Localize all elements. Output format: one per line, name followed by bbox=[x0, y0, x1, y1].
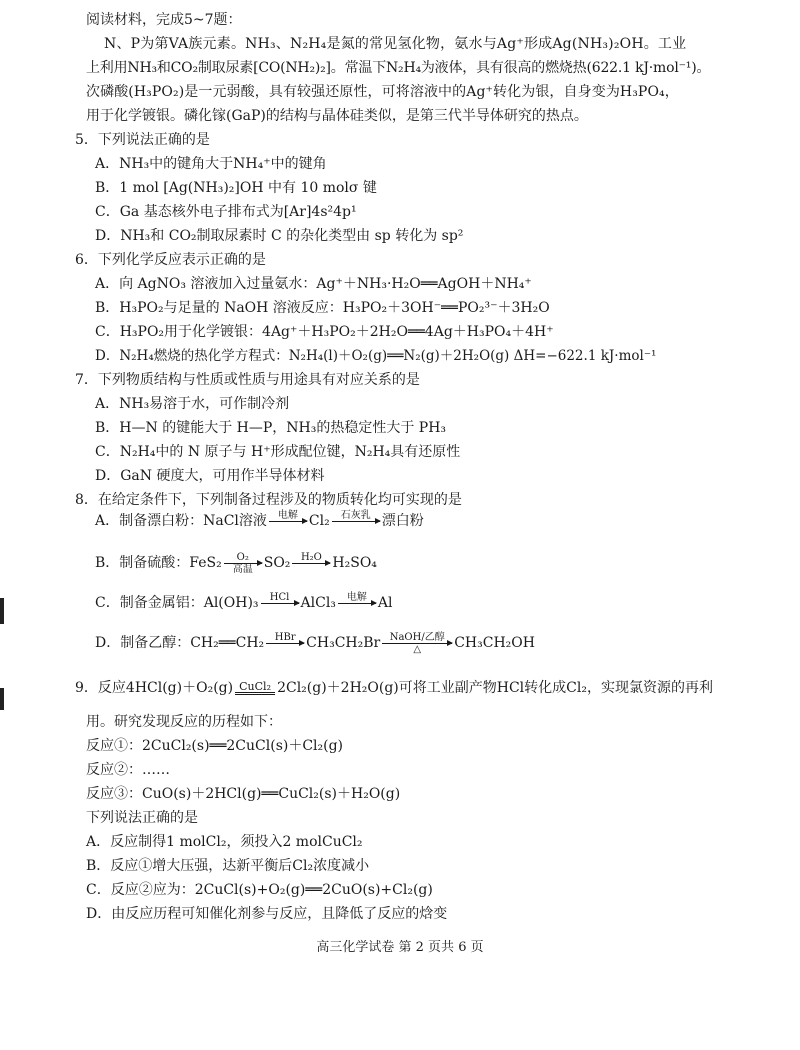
arrow-condition: HBr bbox=[274, 631, 296, 643]
q8c-end: Al bbox=[377, 595, 393, 611]
binding-mark bbox=[0, 688, 4, 710]
reaction-arrow bbox=[292, 552, 330, 575]
q5-option-b: B．1 mol [Ag(NH₃)₂]OH 中有 10 molσ 键 bbox=[95, 180, 377, 196]
reaction-arrow bbox=[261, 592, 299, 615]
q5-option-a: A．NH₃中的键角大于NH₄⁺中的键角 bbox=[95, 156, 327, 172]
arrow-condition: 电解 bbox=[277, 509, 298, 521]
intro-line: N、P为第VA族元素。NH₃、N₂H₄是氮的常见氢化物，氨水与Ag⁺形成Ag(NH₃)₂OH。工业 bbox=[104, 36, 687, 52]
q8d-prefix: D．制备乙醇：CH₂══CH₂ bbox=[95, 635, 265, 651]
arrow-condition-below: 高温 bbox=[232, 563, 253, 575]
reaction-arrow bbox=[338, 592, 376, 615]
q6-option-d: D．N₂H₄燃烧的热化学方程式：N₂H₄(l)＋O₂(g)══N₂(g)＋2H₂O(g) ΔH=−622.1 kJ·mol⁻¹ bbox=[95, 348, 657, 364]
q8-option-c bbox=[95, 586, 393, 620]
q7-option-c: C．N₂H₄中的 N 原子与 H⁺形成配位键，N₂H₄具有还原性 bbox=[95, 444, 461, 460]
q7-option-a: A．NH₃易溶于水，可作制冷剂 bbox=[95, 396, 290, 412]
binding-mark bbox=[0, 598, 4, 624]
q6-option-b: B．H₃PO₂与足量的 NaOH 溶液反应：H₃PO₂＋3OH⁻══PO₂³⁻＋3H₂O bbox=[95, 300, 550, 316]
reaction-arrow bbox=[266, 632, 304, 655]
q8a-mid: Cl₂ bbox=[308, 513, 330, 529]
q9-option-b: B．反应①增大压强，达新平衡后Cl₂浓度减小 bbox=[86, 858, 370, 874]
q6-option-c: C．H₃PO₂用于化学镀银：4Ag⁺＋H₃PO₂＋2H₂O══4Ag＋H₃PO₄＋4H⁺ bbox=[95, 324, 554, 340]
catalyst-label: CuCl₂ bbox=[235, 681, 275, 693]
q9-reaction-3: 反应③：CuO(s)＋2HCl(g)══CuCl₂(s)＋H₂O(g) bbox=[86, 786, 401, 802]
q8b-mid: SO₂ bbox=[263, 555, 291, 571]
arrow-condition: NaOH/乙醇 bbox=[389, 631, 445, 643]
q8a-prefix: A．制备漂白粉：NaCl溶液 bbox=[95, 513, 267, 529]
q8b-end: H₂SO₄ bbox=[332, 555, 377, 571]
intro-line: 上利用NH₃和CO₂制取尿素[CO(NH₂)₂]。常温下N₂H₄为液体，具有很高的燃烧热(622.1 kJ·mol⁻¹)。 bbox=[86, 60, 711, 76]
question-7-stem: 7．下列物质结构与性质或性质与用途具有对应关系的是 bbox=[75, 372, 420, 388]
q9-reaction-1: 反应①：2CuCl₂(s)══2CuCl(s)＋Cl₂(g) bbox=[86, 738, 344, 754]
arrow-condition: 电解 bbox=[346, 591, 367, 603]
arrow-condition-below: △ bbox=[413, 643, 422, 655]
reaction-arrow bbox=[224, 552, 262, 575]
q8b-prefix: B．制备硫酸：FeS₂ bbox=[95, 555, 222, 571]
reaction-arrow bbox=[269, 510, 307, 533]
catalyst-equals bbox=[235, 681, 275, 695]
q9-stem-post: 2Cl₂(g)＋2H₂O(g)可将工业副产物HCl转化成Cl₂，实现氯资源的再利 bbox=[277, 680, 713, 696]
intro-line: 次磷酸(H₃PO₂)是一元弱酸，具有较强还原性，可将溶液中的Ag⁺转化为银，自身变为H₃PO₄， bbox=[86, 84, 679, 100]
reaction-arrow bbox=[382, 632, 452, 655]
question-9-stem bbox=[75, 672, 713, 704]
arrow-condition: H₂O bbox=[300, 551, 322, 563]
intro-line: 用于化学镀银。磷化镓(GaP)的结构与晶体硅类似，是第三代半导体研究的热点。 bbox=[86, 108, 588, 124]
page-footer: 高三化学试卷 第 2 页共 6 页 bbox=[316, 940, 484, 955]
arrow-condition: O₂ bbox=[236, 551, 249, 563]
q9-option-a: A．反应制得1 molCl₂，须投入2 molCuCl₂ bbox=[86, 834, 363, 850]
q8d-mid: CH₃CH₂Br bbox=[306, 635, 381, 651]
question-8-stem: 8．在给定条件下，下列制备过程涉及的物质转化均可实现的是 bbox=[75, 492, 462, 508]
q6-option-a: A．向 AgNO₃ 溶液加入过量氨水：Ag⁺＋NH₃·H₂O══AgOH＋NH₄⁺ bbox=[95, 276, 532, 292]
q8c-prefix: C．制备金属铝：Al(OH)₃ bbox=[95, 595, 259, 611]
question-5-stem: 5．下列说法正确的是 bbox=[75, 132, 210, 148]
q5-option-c: C．Ga 基态核外电子排布式为[Ar]4s²4p¹ bbox=[95, 204, 357, 220]
q7-option-d: D．GaN 硬度大，可用作半导体材料 bbox=[95, 468, 325, 484]
q8c-mid: AlCl₃ bbox=[300, 595, 336, 611]
q8-option-b bbox=[95, 546, 377, 580]
q9-reaction-2: 反应②：…… bbox=[86, 762, 170, 778]
q9-option-c: C．反应②应为：2CuCl(s)+O₂(g)══2CuO(s)+Cl₂(g) bbox=[86, 882, 433, 898]
q9-ask: 下列说法正确的是 bbox=[86, 810, 198, 826]
q8d-end: CH₃CH₂OH bbox=[454, 635, 535, 651]
intro-heading: 阅读材料，完成5~7题： bbox=[86, 12, 242, 28]
q8-option-a bbox=[95, 504, 424, 538]
q8-option-d bbox=[95, 626, 535, 660]
q9-option-d: D．由反应历程可知催化剂参与反应，且降低了反应的焓变 bbox=[86, 906, 448, 922]
q7-option-b: B．H—N 的键能大于 H—P，NH₃的热稳定性大于 PH₃ bbox=[95, 420, 447, 436]
reaction-arrow bbox=[332, 510, 380, 533]
q9-stem-pre: 9．反应4HCl(g)＋O₂(g) bbox=[75, 680, 234, 696]
q8a-end: 漂白粉 bbox=[381, 513, 424, 529]
question-6-stem: 6．下列化学反应表示正确的是 bbox=[75, 252, 266, 268]
q5-option-d: D．NH₃和 CO₂制取尿素时 C 的杂化类型由 sp 转化为 sp² bbox=[95, 228, 464, 244]
q9-stem-line2: 用。研究发现反应的历程如下： bbox=[86, 714, 282, 730]
arrow-condition: HCl bbox=[269, 591, 290, 603]
arrow-condition: 石灰乳 bbox=[340, 509, 371, 521]
